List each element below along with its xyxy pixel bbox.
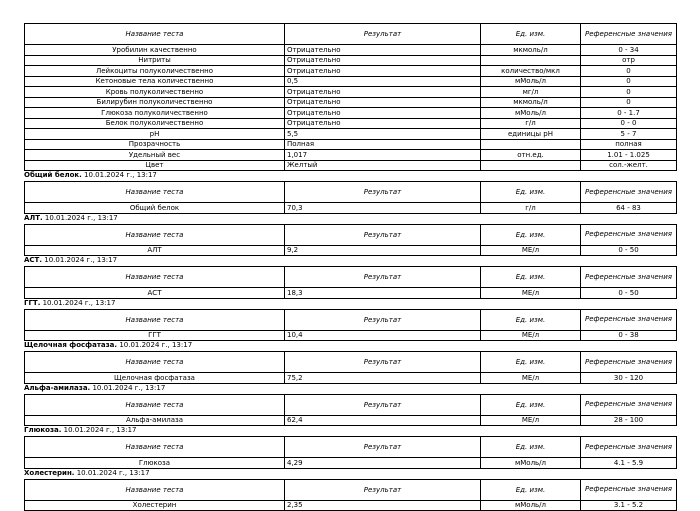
section-title — [24, 384, 676, 394]
test-result: 0,5 — [285, 76, 481, 87]
header-name: Название теста — [25, 267, 285, 288]
header-unit: Ед. изм. — [481, 267, 581, 288]
table-row — [25, 97, 677, 108]
test-result: Отрицательно — [285, 55, 481, 66]
header-ref: Референсные значения — [581, 24, 677, 45]
test-name: Нитриты — [25, 55, 285, 66]
section-title — [24, 214, 676, 224]
test-name: Прозрачность — [25, 139, 285, 150]
table-row — [25, 129, 677, 140]
table-header — [25, 267, 677, 288]
table-header — [25, 24, 677, 45]
test-result: 9,2 — [285, 245, 481, 256]
test-section — [24, 426, 676, 469]
section-table — [24, 266, 677, 299]
test-ref: 0 - 0 — [581, 118, 677, 129]
test-result: Отрицательно — [285, 45, 481, 56]
test-result: Отрицательно — [285, 66, 481, 77]
urine-table — [24, 23, 677, 171]
test-ref: 64 - 83 — [581, 203, 677, 214]
test-result: 1,017 — [285, 150, 481, 161]
test-unit — [481, 55, 581, 66]
test-unit: МЕ/л — [481, 373, 581, 384]
test-name: Билирубин полуколичественно — [25, 97, 285, 108]
header-unit: Ед. изм. — [481, 479, 581, 500]
header-result: Результат — [285, 479, 481, 500]
table-row — [25, 55, 677, 66]
section-name: Общий белок. — [24, 171, 82, 179]
section-date: 10.01.2024 г., 13:17 — [45, 214, 118, 222]
test-result: 10,4 — [285, 330, 481, 341]
test-ref: 30 - 120 — [581, 373, 677, 384]
table-row — [25, 373, 677, 384]
test-name: АЛТ — [25, 245, 285, 256]
section-table — [24, 309, 677, 342]
test-unit: мкмоль/л — [481, 97, 581, 108]
test-section — [24, 214, 676, 257]
header-ref: Референсные значения — [581, 479, 677, 500]
table-row — [25, 330, 677, 341]
header-unit: Ед. изм. — [481, 309, 581, 330]
test-unit: МЕ/л — [481, 415, 581, 426]
header-result: Результат — [285, 182, 481, 203]
table-header — [25, 309, 677, 330]
header-unit: Ед. изм. — [481, 394, 581, 415]
table-row — [25, 415, 677, 426]
table-row — [25, 76, 677, 87]
test-ref: 0 - 50 — [581, 288, 677, 299]
table-row — [25, 203, 677, 214]
section-table — [24, 351, 677, 384]
section-table — [24, 436, 677, 469]
table-row — [25, 108, 677, 119]
table-header — [25, 352, 677, 373]
test-name: Белок полуколичественно — [25, 118, 285, 129]
table-row — [25, 288, 677, 299]
test-unit: мг/л — [481, 87, 581, 98]
test-result: Отрицательно — [285, 118, 481, 129]
section-table — [24, 394, 677, 427]
test-ref: отр — [581, 55, 677, 66]
test-unit: мМоль/л — [481, 500, 581, 511]
sections — [24, 171, 676, 511]
table-row — [25, 150, 677, 161]
test-ref: 1.01 - 1.025 — [581, 150, 677, 161]
test-ref: 0 - 50 — [581, 245, 677, 256]
test-unit: единицы pH — [481, 129, 581, 140]
test-ref: сол.-желт. — [581, 160, 677, 171]
section-table — [24, 224, 677, 257]
table-header — [25, 479, 677, 500]
test-ref: 0 - 38 — [581, 330, 677, 341]
table-header — [25, 437, 677, 458]
test-name: Удельный вес — [25, 150, 285, 161]
test-name: Лейкоциты полуколичественно — [25, 66, 285, 77]
test-result: Отрицательно — [285, 97, 481, 108]
test-name: Кровь полуколичественно — [25, 87, 285, 98]
test-name: Холестерин — [25, 500, 285, 511]
section-title — [24, 171, 676, 181]
header-name: Название теста — [25, 352, 285, 373]
header-unit: Ед. изм. — [481, 352, 581, 373]
header-ref: Референсные значения — [581, 309, 677, 330]
section-name: Альфа-амилаза. — [24, 384, 90, 392]
test-name: АСТ — [25, 288, 285, 299]
table-header — [25, 394, 677, 415]
header-name: Название теста — [25, 182, 285, 203]
test-unit: МЕ/л — [481, 330, 581, 341]
table-row — [25, 139, 677, 150]
test-unit: г/л — [481, 203, 581, 214]
test-ref: 5 - 7 — [581, 129, 677, 140]
header-ref: Референсные значения — [581, 352, 677, 373]
test-name: Альфа-амилаза — [25, 415, 285, 426]
test-section — [24, 256, 676, 299]
header-name: Название теста — [25, 479, 285, 500]
test-result: Желтый — [285, 160, 481, 171]
test-result: 2,35 — [285, 500, 481, 511]
lab-report — [24, 23, 676, 511]
test-ref: 3.1 - 5.2 — [581, 500, 677, 511]
header-unit: Ед. изм. — [481, 224, 581, 245]
test-result: 62,4 — [285, 415, 481, 426]
section-date: 10.01.2024 г., 13:17 — [43, 299, 116, 307]
test-unit: МЕ/л — [481, 288, 581, 299]
section-name: Глюкоза. — [24, 426, 61, 434]
header-name: Название теста — [25, 224, 285, 245]
test-result: Отрицательно — [285, 87, 481, 98]
table-row — [25, 458, 677, 469]
header-result: Результат — [285, 394, 481, 415]
test-name: pH — [25, 129, 285, 140]
header-unit: Ед. изм. — [481, 437, 581, 458]
table-header — [25, 182, 677, 203]
header-ref: Референсные значения — [581, 394, 677, 415]
test-section — [24, 171, 676, 214]
table-row — [25, 160, 677, 171]
test-section — [24, 469, 676, 511]
header-name: Название теста — [25, 394, 285, 415]
section-date: 10.01.2024 г., 13:17 — [119, 341, 192, 349]
test-name: Кетоновые тела количественно — [25, 76, 285, 87]
header-result: Результат — [285, 352, 481, 373]
section-name: АСТ. — [24, 256, 42, 264]
test-unit: мМоль/л — [481, 108, 581, 119]
test-section — [24, 299, 676, 342]
section-date: 10.01.2024 г., 13:17 — [77, 469, 150, 477]
header-ref: Референсные значения — [581, 182, 677, 203]
header-name: Название теста — [25, 24, 285, 45]
test-section — [24, 384, 676, 427]
section-date: 10.01.2024 г., 13:17 — [64, 426, 137, 434]
table-row — [25, 66, 677, 77]
table-row — [25, 500, 677, 511]
test-unit: отн.ед. — [481, 150, 581, 161]
table-row — [25, 118, 677, 129]
header-unit: Ед. изм. — [481, 24, 581, 45]
test-name: Уробилин качественно — [25, 45, 285, 56]
test-ref: 0 — [581, 97, 677, 108]
test-name: Цвет — [25, 160, 285, 171]
section-date: 10.01.2024 г., 13:17 — [92, 384, 165, 392]
test-result: 75,2 — [285, 373, 481, 384]
table-row — [25, 245, 677, 256]
header-ref: Референсные значения — [581, 437, 677, 458]
section-name: ГГТ. — [24, 299, 40, 307]
header-result: Результат — [285, 309, 481, 330]
table-row — [25, 87, 677, 98]
table-header — [25, 224, 677, 245]
test-result: Полная — [285, 139, 481, 150]
test-ref: 0 — [581, 87, 677, 98]
header-unit: Ед. изм. — [481, 182, 581, 203]
test-name: Глюкоза — [25, 458, 285, 469]
test-unit: мМоль/л — [481, 458, 581, 469]
test-unit: г/л — [481, 118, 581, 129]
section-name: Щелочная фосфатаза. — [24, 341, 117, 349]
test-name: Общий белок — [25, 203, 285, 214]
test-result: 18,3 — [285, 288, 481, 299]
test-unit — [481, 139, 581, 150]
header-result: Результат — [285, 24, 481, 45]
test-result: 70,3 — [285, 203, 481, 214]
test-result: Отрицательно — [285, 108, 481, 119]
section-title — [24, 341, 676, 351]
section-title — [24, 469, 676, 479]
test-unit: мМоль/л — [481, 76, 581, 87]
test-ref: 28 - 100 — [581, 415, 677, 426]
header-name: Название теста — [25, 309, 285, 330]
section-title — [24, 299, 676, 309]
header-result: Результат — [285, 224, 481, 245]
test-name: ГГТ — [25, 330, 285, 341]
test-unit: МЕ/л — [481, 245, 581, 256]
test-ref: 0 — [581, 66, 677, 77]
test-unit: количество/мкл — [481, 66, 581, 77]
test-section — [24, 341, 676, 384]
section-name: Холестерин. — [24, 469, 74, 477]
section-date: 10.01.2024 г., 13:17 — [44, 256, 117, 264]
test-name: Щелочная фосфатаза — [25, 373, 285, 384]
header-result: Результат — [285, 437, 481, 458]
header-name: Название теста — [25, 437, 285, 458]
test-name: Глюкоза полуколичественно — [25, 108, 285, 119]
header-ref: Референсные значения — [581, 224, 677, 245]
test-unit: мкмоль/л — [481, 45, 581, 56]
header-ref: Референсные значения — [581, 267, 677, 288]
section-title — [24, 256, 676, 266]
test-ref: 4.1 - 5.9 — [581, 458, 677, 469]
test-result: 4,29 — [285, 458, 481, 469]
header-result: Результат — [285, 267, 481, 288]
test-ref: полная — [581, 139, 677, 150]
test-unit — [481, 160, 581, 171]
test-ref: 0 — [581, 76, 677, 87]
table-row — [25, 45, 677, 56]
test-ref: 0 - 1.7 — [581, 108, 677, 119]
section-table — [24, 181, 677, 214]
section-name: АЛТ. — [24, 214, 43, 222]
section-title — [24, 426, 676, 436]
test-ref: 0 - 34 — [581, 45, 677, 56]
section-date: 10.01.2024 г., 13:17 — [84, 171, 157, 179]
test-result: 5,5 — [285, 129, 481, 140]
